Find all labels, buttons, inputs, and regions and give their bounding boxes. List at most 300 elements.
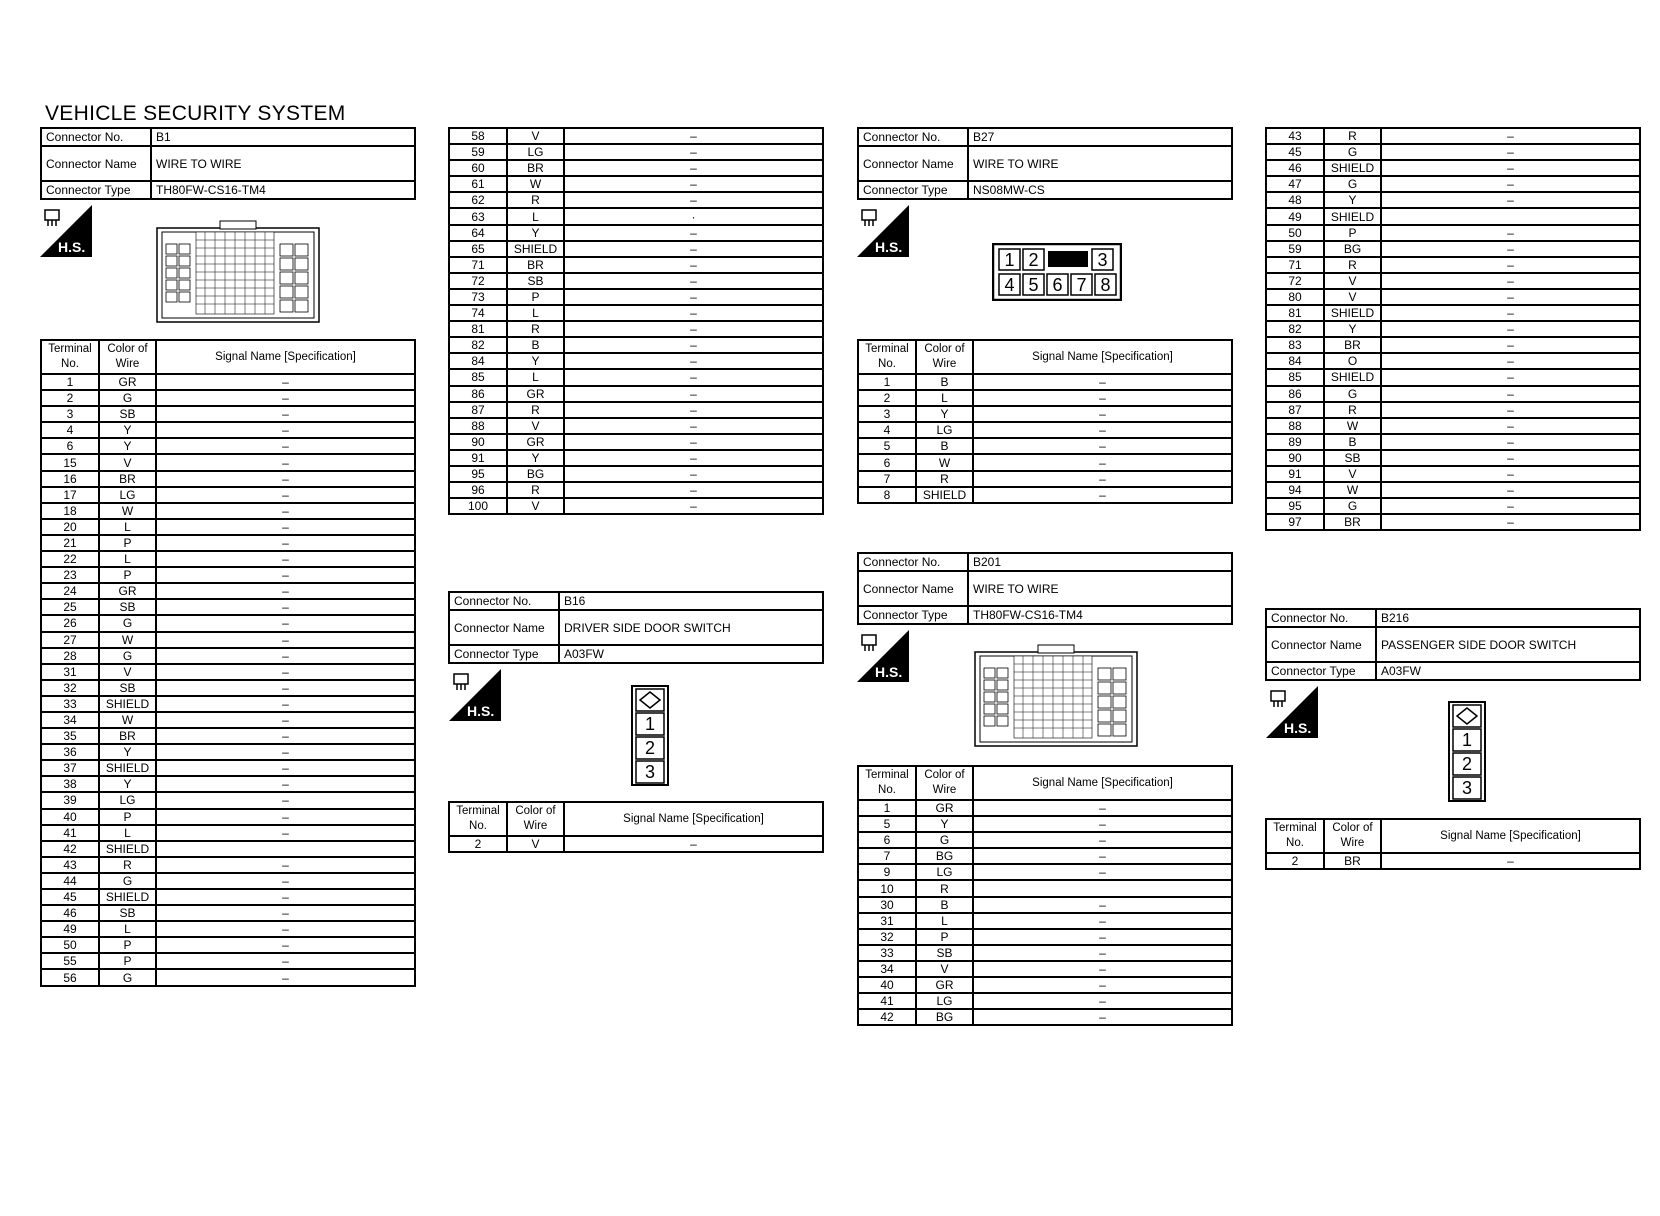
svg-text:1: 1 — [1461, 730, 1473, 750]
wire-color-cell: Y — [507, 225, 564, 241]
harness-side-icon — [449, 669, 501, 721]
wire-color-cell: L — [507, 305, 564, 321]
connector-no-value: B1 — [151, 128, 415, 146]
terminal-table-b27 — [857, 339, 1233, 504]
svg-text:2: 2 — [1461, 754, 1473, 774]
table-row — [449, 450, 823, 466]
wire-color-cell: SB — [916, 945, 973, 961]
wire-color-cell: W — [99, 632, 156, 648]
table-row — [41, 744, 415, 760]
table-row — [858, 374, 1232, 390]
terminal-no-cell: 10 — [858, 880, 916, 896]
signal-name-cell: – — [156, 937, 415, 953]
table-row — [449, 289, 823, 305]
signal-name-cell — [973, 880, 1232, 896]
signal-name-cell: – — [156, 454, 415, 470]
table-row — [41, 969, 415, 985]
signal-name-cell: – — [156, 503, 415, 519]
wire-color-cell: BR — [99, 471, 156, 487]
signal-name-cell: – — [973, 406, 1232, 422]
terminal-no-cell: 46 — [1266, 160, 1324, 176]
terminal-no-cell: 31 — [41, 664, 99, 680]
signal-name-cell: – — [973, 471, 1232, 487]
connector-type-label: Connector Type — [858, 181, 968, 199]
wire-color-cell: Y — [507, 353, 564, 369]
terminal-no-cell: 49 — [41, 921, 99, 937]
terminal-no-header: Terminal No. — [1266, 819, 1324, 853]
terminal-no-cell: 42 — [858, 1009, 916, 1025]
signal-name-cell: – — [564, 369, 823, 385]
signal-name-cell: – — [973, 422, 1232, 438]
terminal-no-cell: 84 — [449, 353, 507, 369]
table-row — [1266, 273, 1640, 289]
terminal-no-cell: 20 — [41, 519, 99, 535]
connector-b27 — [857, 127, 1233, 200]
terminal-no-cell: 49 — [1266, 208, 1324, 224]
signal-name-cell: – — [564, 418, 823, 434]
terminal-no-cell: 35 — [41, 728, 99, 744]
wire-color-cell: BR — [507, 257, 564, 273]
table-row — [1266, 402, 1640, 418]
terminal-no-cell: 25 — [41, 599, 99, 615]
table-row — [449, 353, 823, 369]
table-row — [1266, 241, 1640, 257]
terminal-table-b16 — [448, 801, 824, 853]
table-row — [449, 337, 823, 353]
wire-color-cell: B — [916, 438, 973, 454]
signal-name-cell: – — [1381, 273, 1640, 289]
terminal-no-cell: 28 — [41, 648, 99, 664]
signal-name-cell: – — [1381, 176, 1640, 192]
wire-color-cell: G — [916, 832, 973, 848]
table-row — [858, 487, 1232, 503]
signal-name-cell: – — [973, 945, 1232, 961]
signal-name-cell: – — [564, 144, 823, 160]
signal-name-cell: – — [156, 905, 415, 921]
table-row — [449, 386, 823, 402]
table-row — [1266, 337, 1640, 353]
wire-color-cell: P — [99, 809, 156, 825]
wire-color-cell: SHIELD — [99, 760, 156, 776]
svg-text:H.S.: H.S. — [875, 239, 903, 255]
wire-color-cell: G — [99, 390, 156, 406]
wire-color-cell: V — [916, 961, 973, 977]
connector-type-label: Connector Type — [858, 606, 968, 624]
wire-color-cell: B — [916, 897, 973, 913]
table-row — [1266, 305, 1640, 321]
terminal-no-cell: 41 — [41, 825, 99, 841]
table-row — [449, 321, 823, 337]
wire-color-cell: Y — [99, 776, 156, 792]
terminal-no-cell: 72 — [1266, 273, 1324, 289]
signal-name-cell: – — [156, 776, 415, 792]
terminal-no-cell: 22 — [41, 551, 99, 567]
connector-face-diagram-b1 — [156, 220, 320, 329]
wire-color-cell: W — [99, 503, 156, 519]
signal-name-cell: – — [564, 176, 823, 192]
connector-name-label: Connector Name — [858, 571, 968, 606]
table-row — [858, 1009, 1232, 1025]
signal-name-cell: – — [564, 192, 823, 208]
signal-name-cell: – — [973, 800, 1232, 816]
wire-color-cell: L — [916, 913, 973, 929]
terminal-no-cell: 56 — [41, 969, 99, 985]
signal-name-cell: – — [1381, 305, 1640, 321]
terminal-no-cell: 85 — [1266, 369, 1324, 385]
signal-name-cell: – — [973, 832, 1232, 848]
terminal-no-cell: 94 — [1266, 482, 1324, 498]
terminal-no-header: Terminal No. — [858, 766, 916, 800]
terminal-no-cell: 71 — [449, 257, 507, 273]
connector-no-value: B16 — [559, 592, 823, 610]
terminal-no-cell: 62 — [449, 192, 507, 208]
signal-name-cell: – — [973, 864, 1232, 880]
signal-name-cell: – — [156, 535, 415, 551]
connector-b1 — [40, 127, 416, 200]
table-row — [449, 305, 823, 321]
table-row — [1266, 208, 1640, 224]
wire-color-cell: V — [99, 454, 156, 470]
table-row — [41, 535, 415, 551]
terminal-no-cell: 43 — [1266, 128, 1324, 144]
table-row — [1266, 128, 1640, 144]
signal-name-cell: – — [156, 921, 415, 937]
signal-name-cell: – — [973, 454, 1232, 470]
wire-color-cell: V — [507, 128, 564, 144]
terminal-no-cell: 82 — [1266, 321, 1324, 337]
signal-name-cell: – — [973, 993, 1232, 1009]
signal-name-cell: – — [973, 977, 1232, 993]
wire-color-cell: Y — [1324, 192, 1381, 208]
terminal-no-cell: 50 — [1266, 225, 1324, 241]
terminal-no-cell: 6 — [858, 832, 916, 848]
table-row — [41, 680, 415, 696]
connector-face-diagram-b201 — [974, 644, 1138, 753]
wire-color-cell: SHIELD — [1324, 208, 1381, 224]
table-row — [41, 390, 415, 406]
harness-side-icon — [40, 205, 92, 257]
table-row — [858, 864, 1232, 880]
table-row — [858, 945, 1232, 961]
signal-name-header: Signal Name [Specification] — [973, 340, 1232, 374]
table-row — [41, 454, 415, 470]
signal-name-cell: – — [156, 648, 415, 664]
wire-color-cell: B — [1324, 434, 1381, 450]
connector-name-value: PASSENGER SIDE DOOR SWITCH — [1376, 627, 1640, 662]
wire-color-cell: O — [1324, 353, 1381, 369]
table-row — [41, 953, 415, 969]
terminal-no-cell: 7 — [858, 471, 916, 487]
table-row — [858, 832, 1232, 848]
signal-name-cell: – — [564, 434, 823, 450]
table-row — [1266, 450, 1640, 466]
terminal-no-cell: 86 — [1266, 386, 1324, 402]
table-row — [41, 728, 415, 744]
signal-name-cell: – — [564, 498, 823, 514]
wire-color-cell: SHIELD — [99, 889, 156, 905]
table-row — [1266, 257, 1640, 273]
wire-color-cell: R — [507, 482, 564, 498]
wire-color-cell: L — [99, 825, 156, 841]
wire-color-cell: SB — [507, 273, 564, 289]
terminal-no-cell: 60 — [449, 160, 507, 176]
table-row — [1266, 434, 1640, 450]
wire-color-cell: L — [507, 369, 564, 385]
terminal-no-cell: 85 — [449, 369, 507, 385]
table-row — [449, 369, 823, 385]
signal-name-cell: – — [156, 374, 415, 390]
connector-name-label: Connector Name — [41, 146, 151, 181]
terminal-table-b1-continued — [448, 127, 824, 515]
terminal-no-cell: 38 — [41, 776, 99, 792]
terminal-no-cell: 65 — [449, 241, 507, 257]
signal-name-header: Signal Name [Specification] — [1381, 819, 1640, 853]
terminal-no-cell: 40 — [858, 977, 916, 993]
wire-color-cell: BG — [1324, 241, 1381, 257]
terminal-no-cell: 33 — [858, 945, 916, 961]
svg-text:3: 3 — [644, 762, 656, 782]
signal-name-cell — [156, 841, 415, 857]
signal-name-cell: – — [973, 816, 1232, 832]
wire-color-cell: G — [99, 648, 156, 664]
terminal-no-cell: 46 — [41, 905, 99, 921]
table-row — [1266, 353, 1640, 369]
terminal-no-cell: 45 — [41, 889, 99, 905]
svg-text:1: 1 — [644, 714, 656, 734]
svg-text:1: 1 — [1004, 250, 1015, 270]
signal-name-cell: – — [973, 929, 1232, 945]
wire-color-cell: G — [99, 873, 156, 889]
signal-name-cell: – — [1381, 337, 1640, 353]
table-row — [449, 208, 823, 224]
terminal-no-cell: 32 — [858, 929, 916, 945]
terminal-no-cell: 6 — [41, 438, 99, 454]
signal-name-cell: – — [156, 438, 415, 454]
wire-color-cell: SB — [99, 680, 156, 696]
wire-color-cell: G — [1324, 176, 1381, 192]
signal-name-cell: – — [564, 836, 823, 852]
signal-name-cell: – — [156, 567, 415, 583]
signal-name-cell: – — [564, 402, 823, 418]
wire-color-cell: LG — [99, 487, 156, 503]
wire-color-cell: G — [1324, 498, 1381, 514]
terminal-no-cell: 30 — [858, 897, 916, 913]
table-row — [858, 929, 1232, 945]
table-row — [449, 498, 823, 514]
connector-no-value: B27 — [968, 128, 1232, 146]
table-row — [1266, 498, 1640, 514]
terminal-no-cell: 96 — [449, 482, 507, 498]
wire-color-cell: R — [507, 192, 564, 208]
signal-name-cell: – — [1381, 353, 1640, 369]
signal-name-cell: – — [973, 487, 1232, 503]
table-row — [858, 897, 1232, 913]
table-row — [1266, 514, 1640, 530]
signal-name-cell: – — [1381, 289, 1640, 305]
wire-color-cell: W — [99, 712, 156, 728]
color-of-wire-header: Color of Wire — [916, 766, 973, 800]
color-of-wire-header: Color of Wire — [507, 802, 564, 836]
terminal-no-cell: 63 — [449, 208, 507, 224]
table-row — [858, 816, 1232, 832]
wire-color-cell: R — [507, 402, 564, 418]
connector-type-label: Connector Type — [449, 645, 559, 663]
signal-name-cell: – — [973, 848, 1232, 864]
svg-text:8: 8 — [1100, 275, 1111, 295]
table-row — [1266, 482, 1640, 498]
connector-no-label: Connector No. — [1266, 609, 1376, 627]
table-row — [41, 776, 415, 792]
table-row — [41, 438, 415, 454]
page-title: VEHICLE SECURITY SYSTEM — [45, 102, 346, 125]
table-row — [858, 471, 1232, 487]
wire-color-cell: P — [99, 953, 156, 969]
wire-color-cell: P — [99, 567, 156, 583]
signal-name-cell: – — [1381, 128, 1640, 144]
wire-color-cell: BG — [507, 466, 564, 482]
wire-color-cell: R — [916, 471, 973, 487]
terminal-no-cell: 27 — [41, 632, 99, 648]
wire-color-cell: SB — [1324, 450, 1381, 466]
table-row — [858, 993, 1232, 1009]
connector-type-label: Connector Type — [1266, 662, 1376, 680]
connector-no-label: Connector No. — [858, 128, 968, 146]
signal-name-header: Signal Name [Specification] — [973, 766, 1232, 800]
terminal-no-cell: 50 — [41, 937, 99, 953]
wire-color-cell: R — [1324, 402, 1381, 418]
signal-name-cell: – — [564, 128, 823, 144]
table-row — [41, 519, 415, 535]
table-row — [858, 438, 1232, 454]
wire-color-cell: G — [1324, 144, 1381, 160]
terminal-no-cell: 74 — [449, 305, 507, 321]
table-row — [449, 402, 823, 418]
svg-text:2: 2 — [644, 738, 656, 758]
table-row — [41, 551, 415, 567]
wire-color-cell: B — [507, 337, 564, 353]
signal-name-cell: · — [564, 208, 823, 224]
terminal-no-cell: 4 — [858, 422, 916, 438]
signal-name-header: Signal Name [Specification] — [156, 340, 415, 374]
connector-no-value: B216 — [1376, 609, 1640, 627]
wire-color-cell: R — [1324, 128, 1381, 144]
terminal-no-cell: 89 — [1266, 434, 1324, 450]
terminal-no-cell: 26 — [41, 615, 99, 631]
signal-name-cell: – — [156, 632, 415, 648]
wire-color-cell: R — [1324, 257, 1381, 273]
connector-name-value: WIRE TO WIRE — [151, 146, 415, 181]
svg-text:H.S.: H.S. — [1284, 720, 1312, 736]
connector-type-value: A03FW — [1376, 662, 1640, 680]
connector-face-diagram-b216 — [1448, 701, 1486, 807]
table-row — [41, 632, 415, 648]
wire-color-cell: BR — [1324, 853, 1381, 869]
connector-info-b1 — [40, 127, 416, 200]
terminal-no-cell: 86 — [449, 386, 507, 402]
terminal-no-cell: 82 — [449, 337, 507, 353]
table-row — [449, 273, 823, 289]
terminal-no-cell: 17 — [41, 487, 99, 503]
table-row — [41, 825, 415, 841]
wire-color-cell: G — [99, 615, 156, 631]
svg-text:3: 3 — [1097, 250, 1108, 270]
terminal-no-cell: 97 — [1266, 514, 1324, 530]
wire-color-cell: SB — [99, 905, 156, 921]
wire-color-cell: L — [916, 390, 973, 406]
table-row — [1266, 160, 1640, 176]
table-row — [449, 434, 823, 450]
terminal-no-cell: 83 — [1266, 337, 1324, 353]
signal-name-cell: – — [156, 728, 415, 744]
signal-name-cell: – — [1381, 369, 1640, 385]
terminal-no-cell: 34 — [41, 712, 99, 728]
table-row — [41, 921, 415, 937]
terminal-no-cell: 45 — [1266, 144, 1324, 160]
wire-color-cell: BR — [507, 160, 564, 176]
wire-color-cell: SHIELD — [916, 487, 973, 503]
terminal-table-b201 — [857, 765, 1233, 1026]
terminal-no-cell: 84 — [1266, 353, 1324, 369]
signal-name-cell: – — [973, 390, 1232, 406]
terminal-no-cell: 100 — [449, 498, 507, 514]
table-row — [449, 257, 823, 273]
signal-name-cell: – — [156, 406, 415, 422]
table-row — [41, 648, 415, 664]
signal-name-cell: – — [156, 969, 415, 985]
terminal-table-b1 — [40, 339, 416, 987]
wire-color-cell: GR — [507, 386, 564, 402]
wire-color-cell: R — [99, 857, 156, 873]
table-row — [1266, 418, 1640, 434]
signal-name-cell: – — [564, 321, 823, 337]
connector-type-value: A03FW — [559, 645, 823, 663]
table-row — [449, 241, 823, 257]
table-row — [858, 880, 1232, 896]
terminal-no-cell: 1 — [858, 374, 916, 390]
signal-name-cell: – — [156, 664, 415, 680]
table-row — [41, 792, 415, 808]
terminal-no-cell: 40 — [41, 809, 99, 825]
table-row — [858, 977, 1232, 993]
signal-name-cell: – — [973, 961, 1232, 977]
signal-name-cell: – — [156, 422, 415, 438]
wire-color-cell: P — [916, 929, 973, 945]
signal-name-cell: – — [973, 897, 1232, 913]
terminal-no-cell: 88 — [1266, 418, 1324, 434]
wire-color-cell: GR — [916, 977, 973, 993]
wire-color-cell: V — [507, 498, 564, 514]
signal-name-cell: – — [564, 160, 823, 176]
signal-name-cell: – — [156, 680, 415, 696]
signal-name-cell: – — [564, 337, 823, 353]
table-row — [41, 406, 415, 422]
terminal-no-cell: 31 — [858, 913, 916, 929]
wire-color-cell: Y — [916, 816, 973, 832]
signal-name-cell: – — [973, 1009, 1232, 1025]
connector-type-value: TH80FW-CS16-TM4 — [968, 606, 1232, 624]
signal-name-cell: – — [564, 241, 823, 257]
terminal-no-cell: 16 — [41, 471, 99, 487]
wire-color-cell: Y — [99, 422, 156, 438]
connector-b16 — [448, 591, 824, 664]
table-row — [41, 760, 415, 776]
table-row — [41, 696, 415, 712]
connector-name-label: Connector Name — [1266, 627, 1376, 662]
harness-side-icon — [1266, 686, 1318, 738]
signal-name-cell: – — [1381, 386, 1640, 402]
terminal-no-cell: 87 — [1266, 402, 1324, 418]
color-of-wire-header: Color of Wire — [916, 340, 973, 374]
